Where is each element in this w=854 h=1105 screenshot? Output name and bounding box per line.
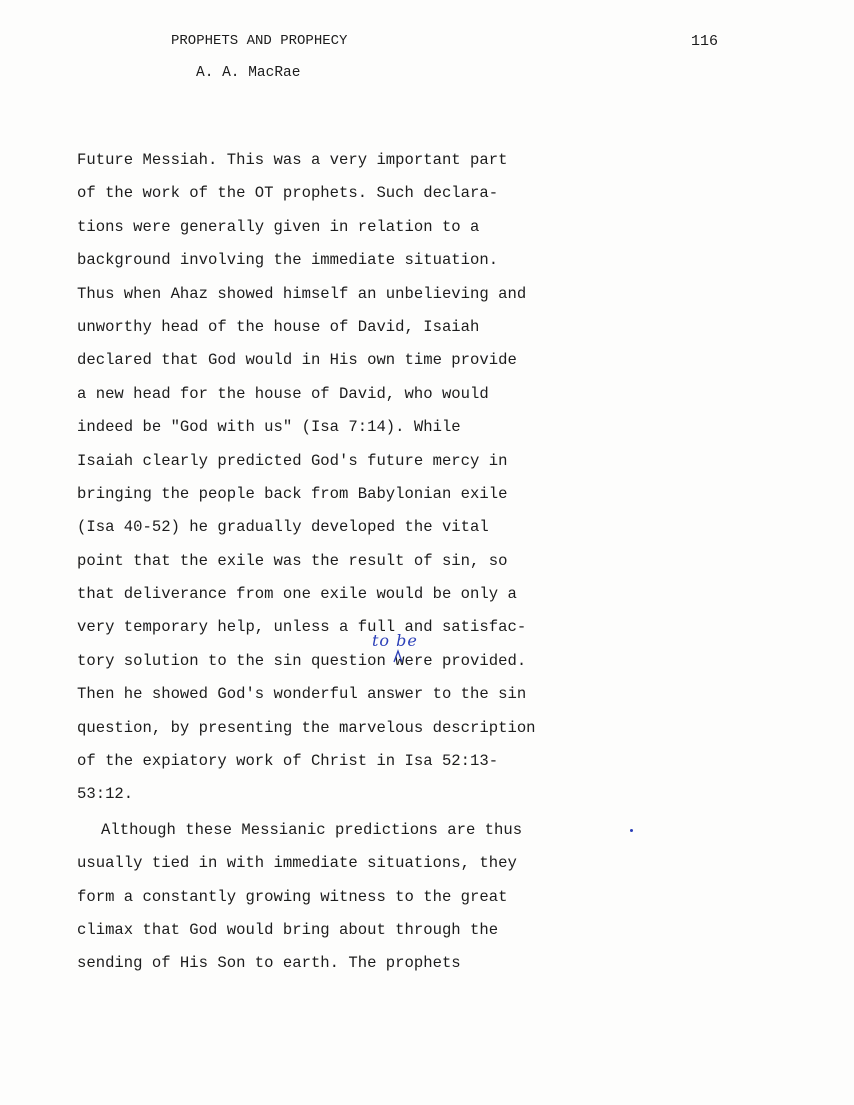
text-line: of the expiatory work of Christ in Isa 52:13- <box>77 752 499 771</box>
text-line: form a constantly growing witness to the great <box>77 887 508 906</box>
ink-speck <box>630 829 633 832</box>
text-line: declared that God would in His own time provide <box>77 351 517 370</box>
text-line: sending of His Son to earth. The prophets <box>77 954 461 973</box>
text-line: tory solution to the sin question were provided. <box>77 651 527 670</box>
text-line: a new head for the house of David, who would <box>77 384 489 403</box>
text-line: very temporary help, unless a full and satisfac- <box>77 618 527 637</box>
text-line: background involving the immediate situation. <box>77 251 499 270</box>
text-line: that deliverance from one exile would be only a <box>77 585 517 604</box>
text-line: climax that God would bring about through the <box>77 920 499 939</box>
handwritten-annotation: to be <box>372 631 418 650</box>
text-line: Future Messiah. This was a very important part <box>77 151 508 169</box>
body-text <box>77 144 536 981</box>
text-line: Thus when Ahaz showed himself an unbelieving and <box>77 284 527 303</box>
text-line: Although these Messianic predictions are thus <box>101 820 523 839</box>
text-line: (Isa 40-52) he gradually developed the vital <box>77 518 489 537</box>
author-line: A. A. MacRae <box>196 65 301 81</box>
text-line: point that the exile was the result of sin, so <box>77 551 508 570</box>
text-line: indeed be "God with us" (Isa 7:14). While <box>77 418 461 437</box>
text-line: bringing the people back from Babylonian exile <box>77 484 508 503</box>
insertion-caret-icon <box>393 649 403 663</box>
text-line: question, by presenting the marvelous description <box>77 718 536 737</box>
text-line: of the work of the OT prophets. Such declara- <box>77 184 499 203</box>
text-line: Then he showed God's wonderful answer to the sin <box>77 685 527 704</box>
text-line: unworthy head of the house of David, Isaiah <box>77 317 480 336</box>
text-line: usually tied in with immediate situations, they <box>77 854 517 873</box>
page-number: 116 <box>691 33 719 50</box>
text-line: Isaiah clearly predicted God's future mercy in <box>77 451 508 470</box>
running-title: PROPHETS AND PROPHECY <box>171 33 348 49</box>
text-line: 53:12. <box>77 785 134 804</box>
text-line: tions were generally given in relation to a <box>77 217 480 236</box>
